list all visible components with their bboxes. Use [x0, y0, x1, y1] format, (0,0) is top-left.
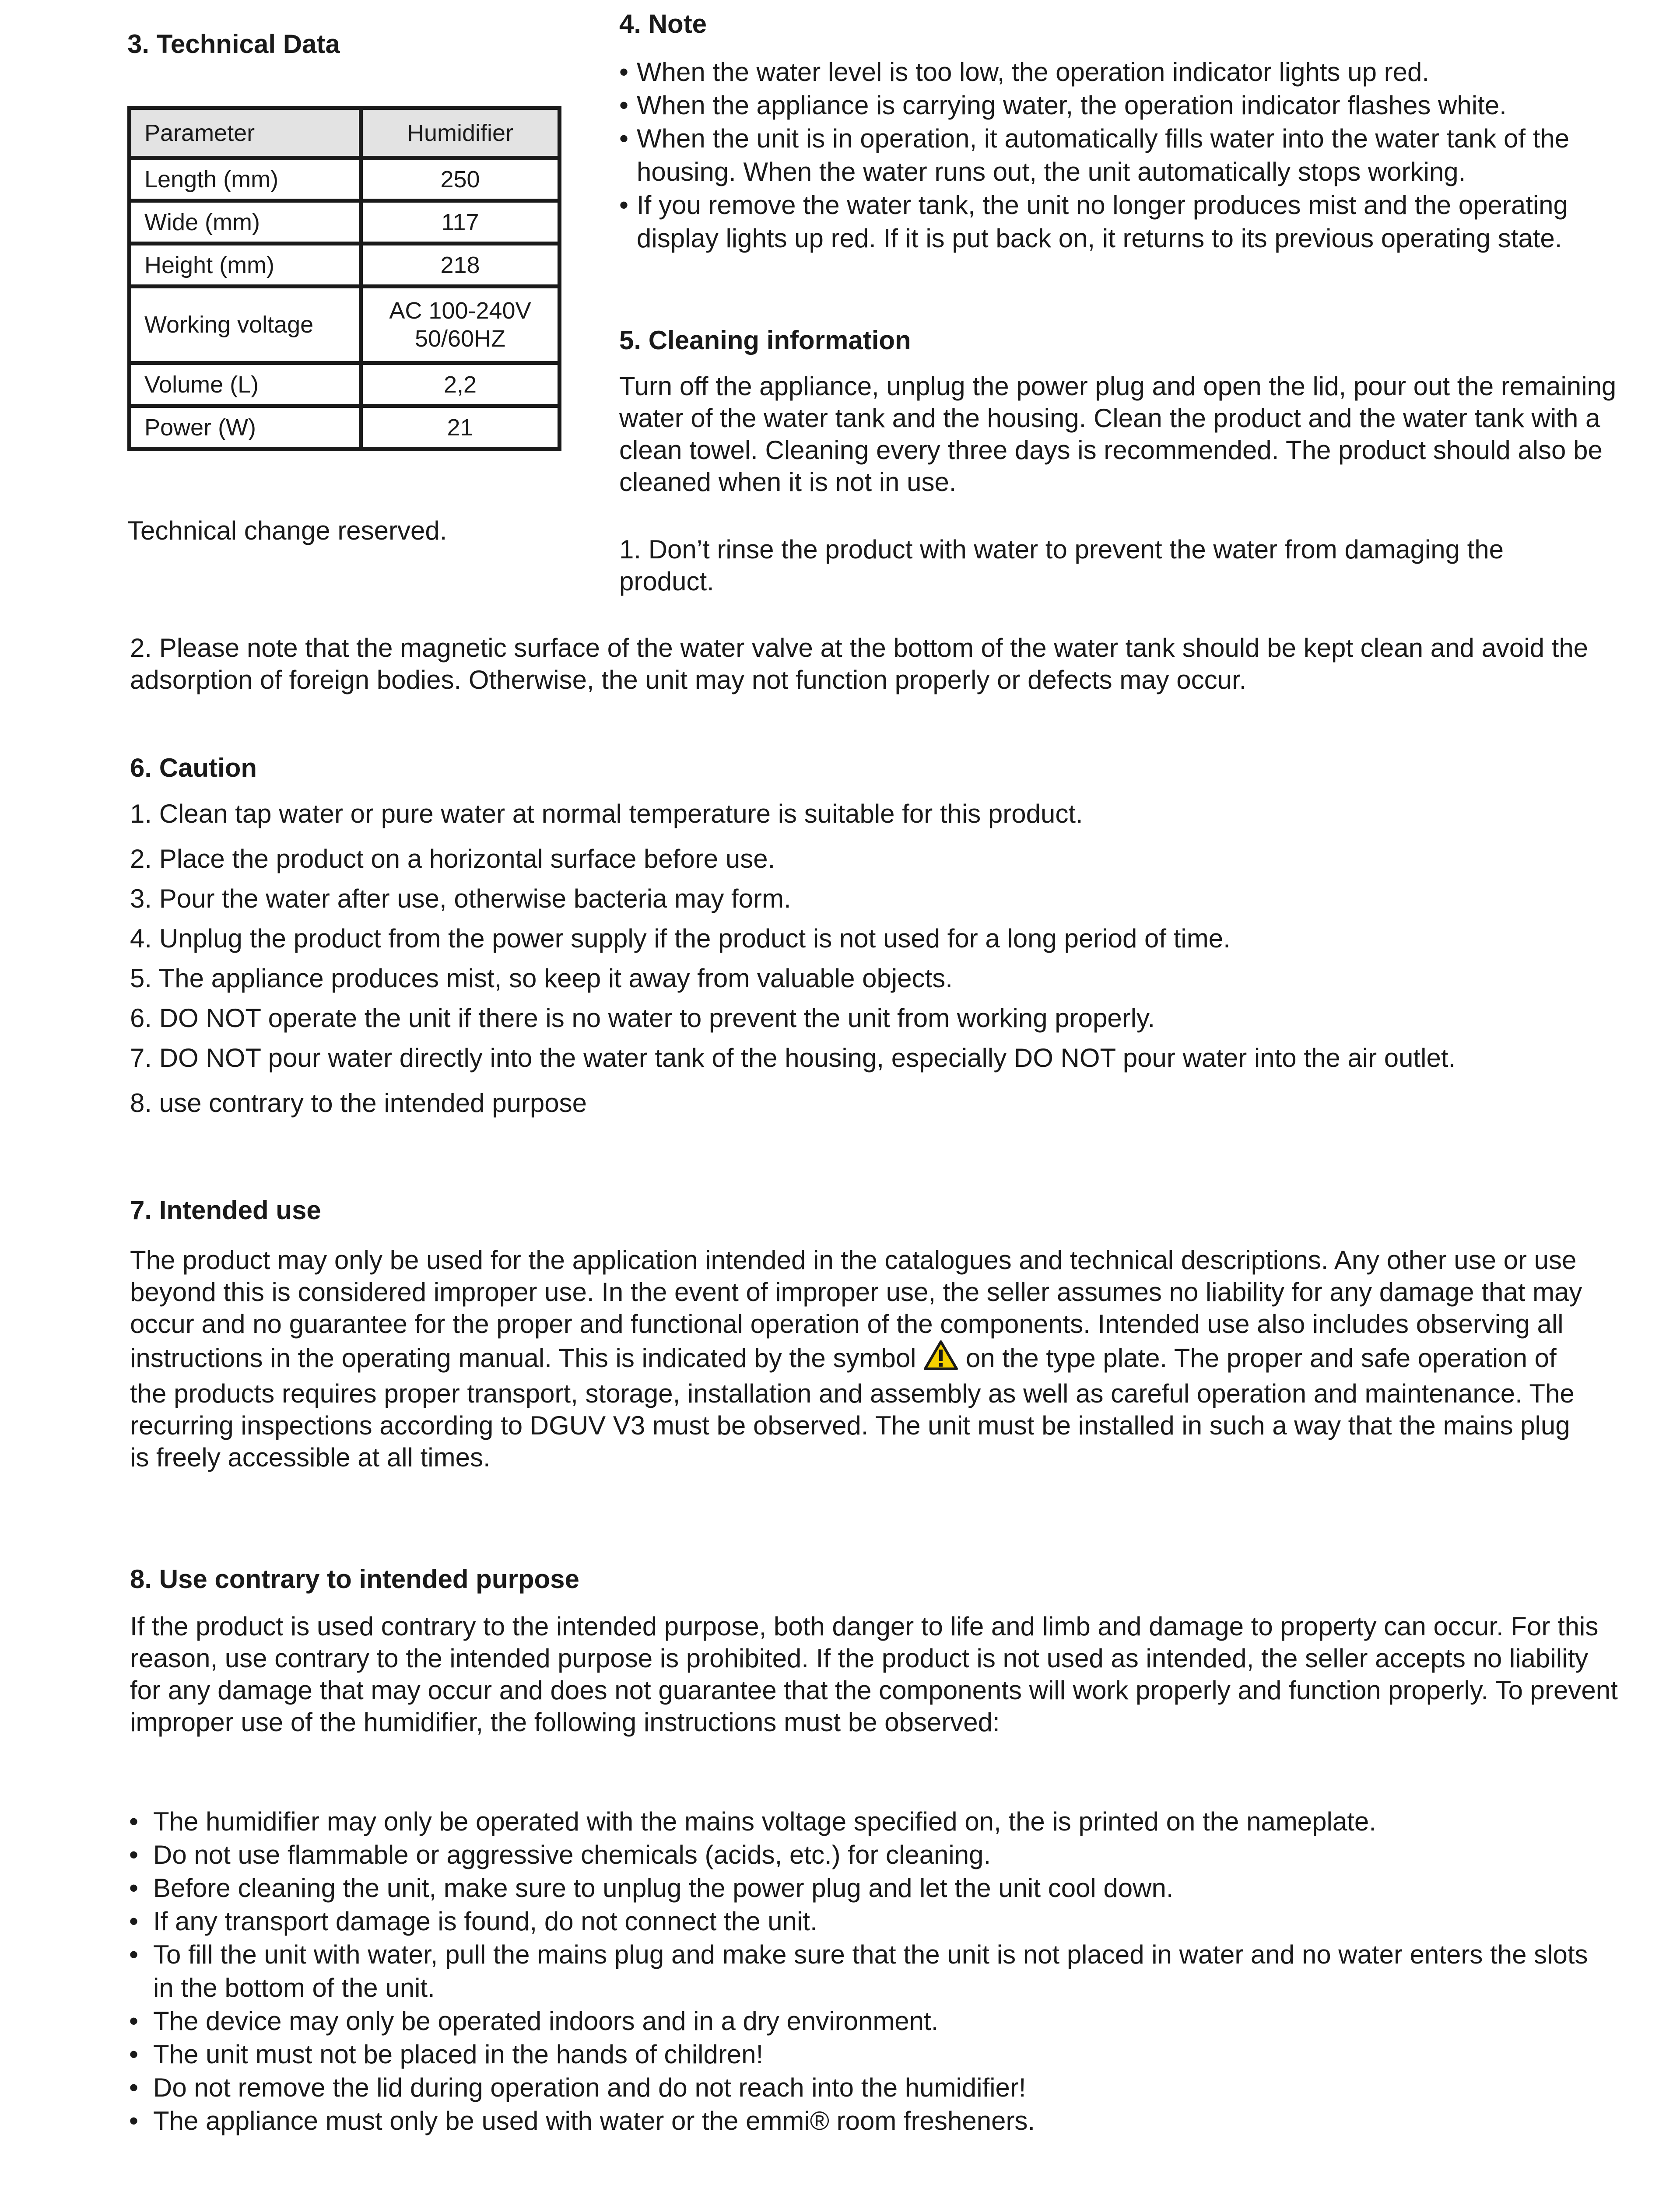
table-cell-value: AC 100-240V 50/60HZ: [361, 287, 560, 363]
table-row: [130, 244, 560, 287]
bullet-glyph: •: [619, 190, 629, 220]
technical-data-table: [127, 106, 561, 451]
list-item: • The humidifier may only be operated with the mains voltage specified on, the is printed on the nameplate.: [153, 1805, 1597, 1838]
table-cell-param: Power (W): [130, 406, 361, 449]
contrary-use-list: [129, 1805, 1597, 2138]
table-cell-value: 2,2: [361, 363, 560, 406]
list-item: • When the appliance is carrying water, the operation indicator flashes white.: [619, 89, 1617, 122]
list-item: • When the water level is too low, the operation indicator lights up red.: [619, 56, 1617, 89]
list-item: • Before cleaning the unit, make sure to unplug the power plug and let the unit cool down.: [153, 1872, 1597, 1905]
list-item: • If you remove the water tank, the unit no longer produces mist and the operating display lights up red. If it is put back on, it returns to its previous operating state.: [619, 189, 1617, 255]
bullet-glyph: •: [129, 1873, 139, 1903]
table-cell-param: Wide (mm): [130, 201, 361, 244]
list-item: • The appliance must only be used with water or the emmi® room fresheners.: [153, 2104, 1597, 2138]
cleaning-item-2: 2. Please note that the magnetic surface of the water valve at the bottom of the water tank should be kept clean and avoid the adsorption of foreign bodies. Otherwise, the unit may not function properly or defects may occur.: [130, 633, 1589, 694]
table-cell-param: Height (mm): [130, 244, 361, 287]
bullet-glyph: •: [129, 1907, 139, 1936]
contrary-use-heading: 8. Use contrary to intended purpose: [130, 1564, 579, 1594]
table-cell-value: 218: [361, 244, 560, 287]
table-row: [130, 363, 560, 406]
table-cell-param: Working voltage: [130, 287, 361, 363]
list-item: • The unit must not be placed in the hands of children!: [153, 2038, 1597, 2071]
technical-footnote: Technical change reserved.: [127, 516, 447, 545]
table-header-row: [130, 108, 560, 158]
table-row: [130, 201, 560, 244]
bullet-glyph: •: [619, 91, 629, 120]
table-row: [130, 287, 560, 363]
bullet-glyph: •: [129, 1840, 139, 1869]
technical-data-heading: 3. Technical Data: [127, 29, 340, 59]
table-cell-param: Volume (L): [130, 363, 361, 406]
list-item: 2. Place the product on a horizontal surface before use.: [130, 844, 775, 873]
list-item: • When the unit is in operation, it automatically fills water into the water tank of the housing. When the water runs out, the unit automatically stops working.: [619, 122, 1617, 189]
cleaning-item-1: 1. Don’t rinse the product with water to prevent the water from damaging the product.: [619, 535, 1504, 596]
bullet-glyph: •: [129, 2106, 139, 2135]
bullet-glyph: •: [129, 1940, 139, 1969]
caution-heading: 6. Caution: [130, 753, 257, 782]
list-item: 1. Clean tap water or pure water at normal temperature is suitable for this product.: [130, 799, 1083, 828]
cleaning-paragraph: Turn off the appliance, unplug the power plug and open the lid, pour out the remaining water of the water tank and the housing. Clean the product and the water tank with a clean towel. Cleaning every three days is recommended. The product should also be cleaned when it is not in use.: [619, 372, 1617, 497]
cleaning-heading: 5. Cleaning information: [619, 326, 911, 355]
table-cell-param: Length (mm): [130, 158, 361, 201]
table-row: [130, 406, 560, 449]
list-item: 7. DO NOT pour water directly into the water tank of the housing, especially DO NOT pour water into the air outlet.: [130, 1043, 1456, 1073]
bullet-glyph: •: [619, 124, 629, 153]
list-item: 5. The appliance produces mist, so keep it away from valuable objects.: [130, 964, 953, 993]
note-heading: 4. Note: [619, 9, 707, 39]
bullet-glyph: •: [129, 2040, 139, 2069]
table-cell-value: 250: [361, 158, 560, 201]
bullet-glyph: •: [129, 2006, 139, 2036]
list-item: • To fill the unit with water, pull the mains plug and make sure that the unit is not placed in water and no water enters the slots in the bottom of the unit.: [153, 1938, 1597, 2005]
intended-use-heading: 7. Intended use: [130, 1196, 321, 1225]
bullet-glyph: •: [129, 2073, 139, 2102]
table-cell-value: 117: [361, 201, 560, 244]
list-item: 6. DO NOT operate the unit if there is no water to prevent the unit from working properly.: [130, 1003, 1155, 1033]
table-header-cell: Humidifier: [361, 108, 560, 158]
intended-use-paragraph: The product may only be used for the application intended in the catalogues and technical descriptions. Any other use or use beyond this is considered improper use. In the event of improper use, the seller assumes no liability for any damage that may occur and no guarantee for the proper and functional operation of the components. Intended use also includes observing all instructions in the operating manual. This is indicated by the symbol on the type plate. The proper and safe operation of the products requires proper transport, storage, installation and assembly as well as careful operation and maintenance. The recurring inspections according to DGUV V3 must be observed. The unit must be installed in such a way that the mains plug is freely accessible at all times.: [130, 1245, 1582, 1472]
list-item: • The device may only be operated indoors and in a dry environment.: [153, 2005, 1597, 2038]
list-item: • Do not remove the lid during operation and do not reach into the humidifier!: [153, 2071, 1597, 2104]
list-item: 3. Pour the water after use, otherwise bacteria may form.: [130, 884, 791, 913]
list-item: 8. use contrary to the intended purpose: [130, 1088, 587, 1118]
bullet-glyph: •: [619, 57, 629, 87]
note-list: [619, 56, 1617, 255]
caution-list: [130, 798, 1618, 1119]
table-cell-value: 21: [361, 406, 560, 449]
table-row: [130, 158, 560, 201]
list-item: • If any transport damage is found, do not connect the unit.: [153, 1905, 1597, 1938]
list-item: 4. Unplug the product from the power supply if the product is not used for a long period of time.: [130, 924, 1231, 953]
contrary-use-paragraph: If the product is used contrary to the intended purpose, both danger to life and limb and damage to property can occur. For this reason, use contrary to the intended purpose is prohibited. If the product is not used as intended, the seller accepts no liability for any damage that may occur and does not guarantee that the components will work properly and function properly. To prevent improper use of the humidifier, the following instructions must be observed:: [130, 1612, 1618, 1737]
bullet-glyph: •: [129, 1807, 139, 1836]
table-header-cell: Parameter: [130, 108, 361, 158]
warning-triangle-icon: [923, 1340, 958, 1378]
list-item: • Do not use flammable or aggressive chemicals (acids, etc.) for cleaning.: [153, 1838, 1597, 1872]
